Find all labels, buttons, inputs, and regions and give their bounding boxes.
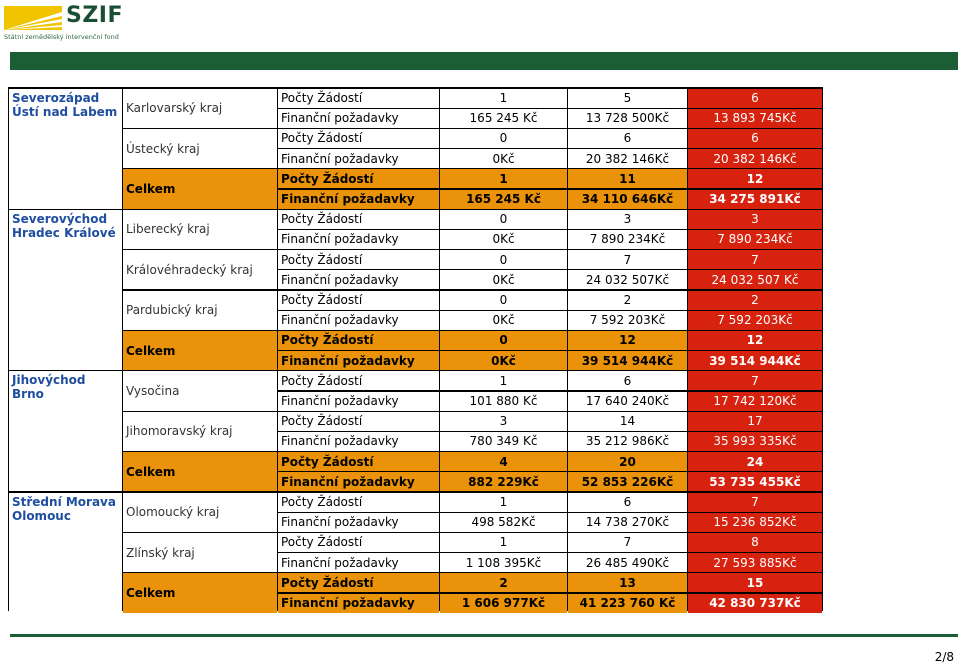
- value-cell: 7 890 234Kč: [568, 230, 687, 249]
- value-cell: 165 245 Kč: [440, 190, 567, 209]
- total-value-cell: 34 275 891Kč: [688, 190, 822, 209]
- value-cell: 34 110 646Kč: [568, 190, 687, 209]
- kraj-cell: Jihomoravský kraj: [123, 412, 277, 451]
- total-value-cell: 12: [688, 169, 822, 188]
- value-cell: 0Kč: [440, 230, 567, 249]
- value-cell: 6: [568, 371, 687, 390]
- value-cell: 0Kč: [440, 311, 567, 330]
- value-cell: 101 880 Kč: [440, 392, 567, 411]
- metric-label: Počty Žádostí: [278, 493, 439, 512]
- metric-label: Finanční požadavky: [278, 230, 439, 249]
- total-value-cell: 7 890 234Kč: [688, 230, 822, 249]
- value-cell: 12: [568, 331, 687, 350]
- region-city: Hradec Králové: [12, 225, 116, 240]
- value-cell: 5: [568, 89, 687, 108]
- metric-label: Počty Žádostí: [278, 210, 439, 229]
- region-cell: [9, 493, 122, 613]
- metric-label: Počty Žádostí: [278, 533, 439, 552]
- value-cell: 1 108 395Kč: [440, 553, 567, 572]
- region-name: Jihovýchod: [12, 373, 86, 388]
- total-value-cell: 42 830 737Kč: [688, 594, 822, 613]
- metric-label: Finanční požadavky: [278, 109, 439, 128]
- region-name: Severovýchod: [12, 211, 108, 226]
- total-value-cell: 17: [688, 412, 822, 431]
- metric-label: Počty Žádostí: [278, 89, 439, 108]
- szif-logo-mark: [4, 6, 62, 30]
- value-cell: 3: [568, 210, 687, 229]
- logo-wordmark: SZIF: [66, 3, 124, 28]
- metric-label: Finanční požadavky: [278, 270, 439, 289]
- total-value-cell: 15: [688, 573, 822, 592]
- value-cell: 41 223 760 Kč: [568, 594, 687, 613]
- metric-label: Finanční požadavky: [278, 149, 439, 168]
- metric-label: Finanční požadavky: [278, 594, 439, 613]
- value-cell: 1: [440, 371, 567, 390]
- kraj-total-cell: Celkem: [123, 169, 277, 208]
- total-value-cell: 7: [688, 493, 822, 512]
- kraj-total-cell: Celkem: [123, 331, 277, 370]
- metric-label: Finanční požadavky: [278, 513, 439, 532]
- metric-label: Počty Žádostí: [278, 169, 439, 188]
- value-cell: 1: [440, 533, 567, 552]
- total-value-cell: 35 993 335Kč: [688, 432, 822, 451]
- total-value-cell: 8: [688, 533, 822, 552]
- value-cell: 1 606 977Kč: [440, 594, 567, 613]
- metric-label: Počty Žádostí: [278, 129, 439, 148]
- value-cell: 2: [568, 291, 687, 310]
- value-cell: 1: [440, 169, 567, 188]
- value-cell: 0: [440, 331, 567, 350]
- value-cell: 35 212 986Kč: [568, 432, 687, 451]
- value-cell: 165 245 Kč: [440, 109, 567, 128]
- value-cell: 39 514 944Kč: [568, 351, 687, 370]
- region-name: Střední Morava: [12, 494, 116, 509]
- szif-logo: [4, 3, 134, 41]
- metric-label: Finanční požadavky: [278, 311, 439, 330]
- metric-label: Počty Žádostí: [278, 291, 439, 310]
- total-value-cell: 39 514 944Kč: [688, 351, 822, 370]
- kraj-cell: Vysočina: [123, 371, 277, 410]
- metric-label: Počty Žádostí: [278, 331, 439, 350]
- value-cell: 0: [440, 129, 567, 148]
- kraj-cell: Olomoucký kraj: [123, 493, 277, 532]
- region-city: Ústí nad Labem: [12, 104, 118, 119]
- value-cell: 780 349 Kč: [440, 432, 567, 451]
- metric-label: Finanční požadavky: [278, 472, 439, 491]
- value-cell: 14: [568, 412, 687, 431]
- total-value-cell: 24: [688, 452, 822, 471]
- region-name: Severozápad: [12, 90, 100, 105]
- total-value-cell: 6: [688, 89, 822, 108]
- page-number: 2/8: [934, 650, 954, 664]
- value-cell: 0: [440, 210, 567, 229]
- total-value-cell: 7: [688, 371, 822, 390]
- metric-label: Počty Žádostí: [278, 250, 439, 269]
- value-cell: 6: [568, 493, 687, 512]
- metric-label: Počty Žádostí: [278, 573, 439, 592]
- total-value-cell: 3: [688, 210, 822, 229]
- total-value-cell: 20 382 146Kč: [688, 149, 822, 168]
- value-cell: 0Kč: [440, 270, 567, 289]
- metric-label: Počty Žádostí: [278, 371, 439, 390]
- total-value-cell: 53 735 455Kč: [688, 472, 822, 491]
- region-city: Olomouc: [12, 508, 71, 523]
- metric-label: Finanční požadavky: [278, 351, 439, 370]
- region-cell: [9, 89, 122, 209]
- value-cell: 13 728 500Kč: [568, 109, 687, 128]
- metric-label: Finanční požadavky: [278, 392, 439, 411]
- value-cell: 882 229Kč: [440, 472, 567, 491]
- value-cell: 11: [568, 169, 687, 188]
- value-cell: 7: [568, 533, 687, 552]
- value-cell: 24 032 507Kč: [568, 270, 687, 289]
- header-bar: [10, 52, 958, 70]
- value-cell: 7 592 203Kč: [568, 311, 687, 330]
- value-cell: 14 738 270Kč: [568, 513, 687, 532]
- total-value-cell: 7: [688, 250, 822, 269]
- value-cell: 1: [440, 493, 567, 512]
- kraj-cell: Karlovarský kraj: [123, 89, 277, 128]
- value-cell: 6: [568, 129, 687, 148]
- total-value-cell: 13 893 745Kč: [688, 109, 822, 128]
- total-value-cell: 15 236 852Kč: [688, 513, 822, 532]
- kraj-cell: Královéhradecký kraj: [123, 250, 277, 289]
- value-cell: 52 853 226Kč: [568, 472, 687, 491]
- total-value-cell: 7 592 203Kč: [688, 311, 822, 330]
- value-cell: 0: [440, 291, 567, 310]
- kraj-cell: Ústecký kraj: [123, 129, 277, 168]
- kraj-total-cell: Celkem: [123, 452, 277, 491]
- kraj-cell: Pardubický kraj: [123, 291, 277, 330]
- metric-label: Finanční požadavky: [278, 190, 439, 209]
- value-cell: 0: [440, 250, 567, 269]
- value-cell: 1: [440, 89, 567, 108]
- value-cell: 4: [440, 452, 567, 471]
- kraj-total-cell: Celkem: [123, 573, 277, 612]
- total-value-cell: 17 742 120Kč: [688, 392, 822, 411]
- value-cell: 498 582Kč: [440, 513, 567, 532]
- metric-label: Finanční požadavky: [278, 432, 439, 451]
- total-value-cell: 12: [688, 331, 822, 350]
- total-value-cell: 2: [688, 291, 822, 310]
- metric-label: Počty Žádostí: [278, 452, 439, 471]
- region-cell: [9, 371, 122, 491]
- metric-label: Finanční požadavky: [278, 553, 439, 572]
- value-cell: 17 640 240Kč: [568, 392, 687, 411]
- value-cell: 2: [440, 573, 567, 592]
- region-cell: [9, 210, 122, 371]
- kraj-cell: Zlínský kraj: [123, 533, 277, 572]
- value-cell: 0Kč: [440, 149, 567, 168]
- footer-line: [10, 634, 958, 637]
- kraj-cell: Liberecký kraj: [123, 210, 277, 249]
- value-cell: 3: [440, 412, 567, 431]
- region-city: Brno: [12, 387, 44, 402]
- value-cell: 20 382 146Kč: [568, 149, 687, 168]
- logo-subtitle: Státní zemědělský intervenční fond: [4, 33, 119, 41]
- value-cell: 20: [568, 452, 687, 471]
- total-value-cell: 27 593 885Kč: [688, 553, 822, 572]
- value-cell: 13: [568, 573, 687, 592]
- metric-label: Počty Žádostí: [278, 412, 439, 431]
- value-cell: 7: [568, 250, 687, 269]
- value-cell: 0Kč: [440, 351, 567, 370]
- regional-statistics-table: [8, 87, 823, 611]
- total-value-cell: 24 032 507 Kč: [688, 270, 822, 289]
- value-cell: 26 485 490Kč: [568, 553, 687, 572]
- total-value-cell: 6: [688, 129, 822, 148]
